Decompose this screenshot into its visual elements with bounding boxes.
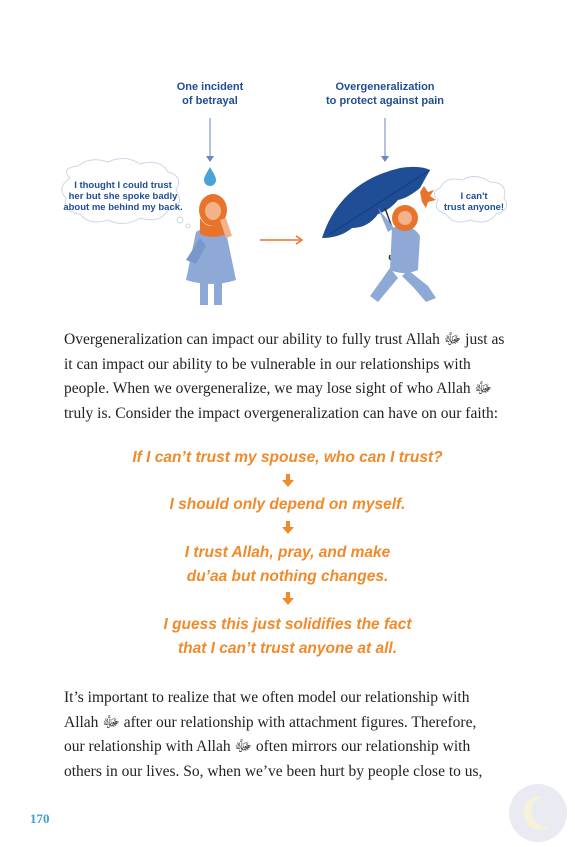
bubble-right-line1: I can't bbox=[460, 191, 488, 202]
paragraph-2-line: It’s important to realize that we often model our relationship with bbox=[64, 689, 470, 706]
caption-betrayal bbox=[150, 80, 270, 108]
paragraph-1-line: it can impact our ability to be vulnerable in our relationships with bbox=[64, 355, 471, 373]
down-arrow-icon bbox=[281, 474, 295, 488]
woman-figure bbox=[186, 194, 236, 305]
pointer-arrowhead-right bbox=[381, 156, 389, 162]
caption-betrayal-line1: One incident bbox=[176, 81, 244, 93]
page-number: 170 bbox=[30, 811, 50, 826]
chain-step-4-line2: that I can’t trust anyone at all. bbox=[177, 640, 398, 657]
chain-step-1: If I can’t trust my spouse, who can I trust? bbox=[132, 449, 443, 466]
pointer-arrowhead-left bbox=[206, 156, 214, 162]
chain-step-3-line2: du’aa but nothing changes. bbox=[186, 568, 389, 585]
chain-step-2: I should only depend on myself. bbox=[169, 496, 406, 513]
bubble-left-line1: I thought I could trust bbox=[74, 180, 172, 191]
paragraph-2-line: others in our lives. So, when we’ve been hurt by people close to us, bbox=[64, 762, 483, 780]
bubble-text-left bbox=[58, 180, 188, 213]
thought-dot-left-2 bbox=[186, 224, 190, 228]
thought-dot-left-1 bbox=[177, 217, 183, 223]
paragraph-2-line: our relationship with Allah ﷻ often mirrors our relationship with bbox=[64, 738, 471, 755]
paragraph-1-line: people. When we overgeneralize, we may lose sight of who Allah ﷻ bbox=[64, 380, 492, 397]
paragraph-1-line: truly is. Consider the impact overgeneralization can have on our faith: bbox=[64, 404, 499, 422]
water-drop-icon bbox=[204, 167, 216, 186]
bubble-left-line3: about me behind my back. bbox=[63, 202, 183, 213]
caption-overgeneralization bbox=[315, 80, 455, 108]
alarm-burst-icon bbox=[420, 186, 436, 208]
caption-betrayal-line2: of betrayal bbox=[182, 95, 238, 107]
paragraph-2 bbox=[64, 686, 534, 784]
bubble-left-line2: her but she spoke badly bbox=[68, 191, 178, 202]
chain-step-4-line1: I guess this just solidifies the fact bbox=[163, 616, 412, 633]
caption-overgeneralization-line2: to protect against pain bbox=[326, 95, 444, 107]
paragraph-1 bbox=[64, 328, 534, 426]
moon-logo-icon bbox=[507, 782, 569, 844]
down-arrow-icon bbox=[281, 592, 295, 606]
down-arrow-icon bbox=[281, 521, 295, 535]
paragraph-2-line: Allah ﷻ after our relationship with attachment figures. Therefore, bbox=[64, 713, 477, 731]
bubble-text-right bbox=[438, 191, 510, 213]
bubble-right-line2: trust anyone! bbox=[443, 202, 505, 213]
paragraph-1-line: Overgeneralization can impact our ability to fully trust Allah ﷻ just as bbox=[64, 331, 505, 348]
chain-step-3-line1: I trust Allah, pray, and make bbox=[184, 544, 391, 561]
caption-overgeneralization-line1: Overgeneralization bbox=[335, 81, 435, 93]
